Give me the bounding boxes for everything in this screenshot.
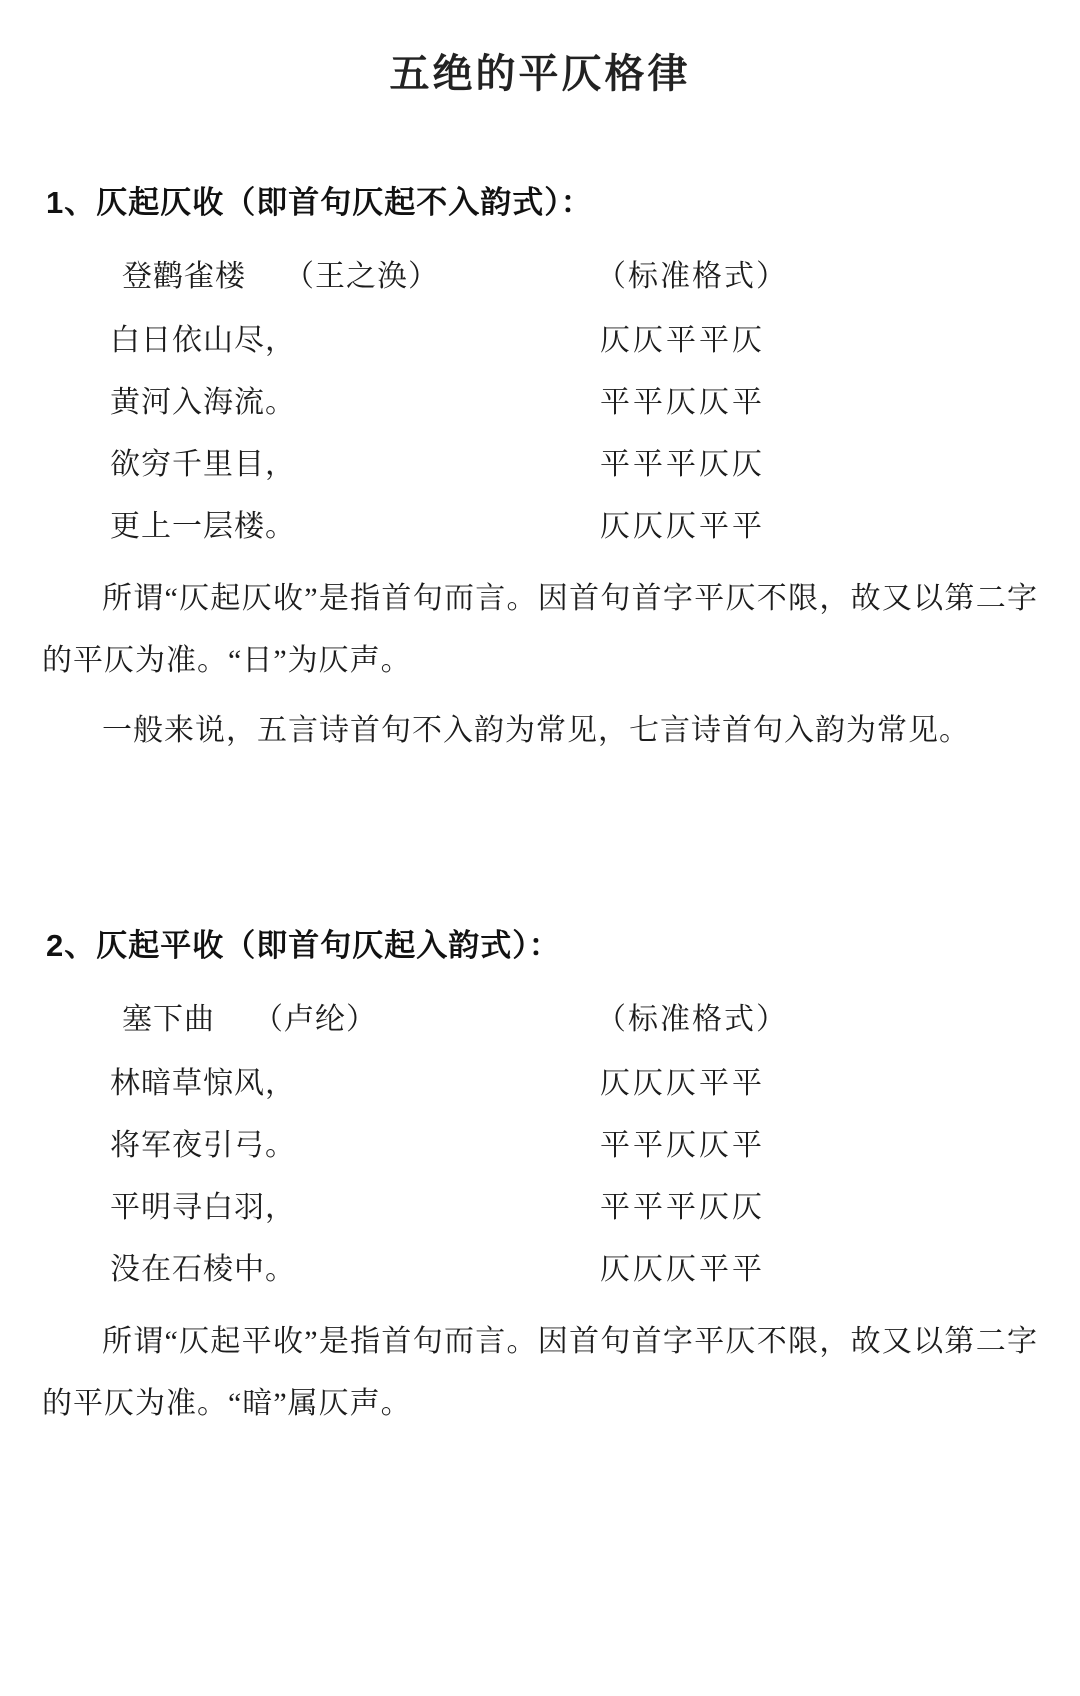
poem-2-header [40, 999, 1040, 1041]
poem-1-title: 登鹳雀楼 [122, 260, 246, 293]
poem-1-line-4 [40, 506, 1040, 548]
poem-2-format-label: （标准格式） [596, 1003, 788, 1036]
tone-pattern: 平平仄仄平 [600, 386, 765, 419]
tone-pattern: 仄仄仄平平 [600, 510, 765, 543]
poem-2-line-4 [40, 1249, 1040, 1291]
verse-text: 将军夜引弓。 [110, 1129, 296, 1162]
section-ze-qi-ze-shou [40, 177, 1040, 762]
section-2-explanation: 所谓“仄起平收”是指首句而言。因首句首字平仄不限，故又以第二字的平仄为准。“暗”属仄声。 [42, 1325, 1038, 1420]
section-2-heading: 2、仄起平收（即首句仄起入韵式）： [46, 928, 561, 963]
poem-1-format-label: （标准格式） [596, 260, 788, 293]
tone-pattern: 仄仄平平仄 [600, 324, 765, 357]
verse-text: 林暗草惊风， [110, 1067, 296, 1100]
verse-text: 白日依山尽， [110, 324, 296, 357]
verse-text: 没在石棱中。 [110, 1253, 296, 1286]
section-ze-qi-ping-shou [40, 920, 1040, 1435]
poem-1-line-2 [40, 382, 1040, 424]
section-1-heading: 1、仄起仄收（即首句仄起不入韵式）： [46, 185, 593, 220]
section-1-note: 一般来说，五言诗首句不入韵为常见，七言诗首句入韵为常见。 [102, 714, 970, 747]
verse-text: 欲穷千里目， [110, 448, 296, 481]
poem-2-line-1 [40, 1063, 1040, 1105]
verse-text: 平明寻白羽， [110, 1191, 296, 1224]
poem-2-title: 塞下曲 [122, 1003, 215, 1036]
section-1-explanation: 所谓“仄起仄收”是指首句而言。因首句首字平仄不限，故又以第二字的平仄为准。“日”为仄声。 [42, 582, 1038, 677]
verse-text: 更上一层楼。 [110, 510, 296, 543]
document-title: 五绝的平仄格律 [389, 52, 691, 96]
poem-2-line-2 [40, 1125, 1040, 1167]
tone-pattern: 平平平仄仄 [600, 448, 765, 481]
tone-pattern: 仄仄仄平平 [600, 1067, 765, 1100]
tone-pattern: 平平仄仄平 [600, 1129, 765, 1162]
poem-2-author: （卢纶） [253, 1003, 377, 1036]
tone-pattern: 仄仄仄平平 [600, 1253, 765, 1286]
poem-2-line-3 [40, 1187, 1040, 1229]
poem-1-author: （王之涣） [284, 260, 439, 293]
poem-1-line-1 [40, 320, 1040, 362]
verse-text: 黄河入海流。 [110, 386, 296, 419]
poem-1-line-3 [40, 444, 1040, 486]
poem-1-header [40, 256, 1040, 298]
tone-pattern: 平平平仄仄 [600, 1191, 765, 1224]
